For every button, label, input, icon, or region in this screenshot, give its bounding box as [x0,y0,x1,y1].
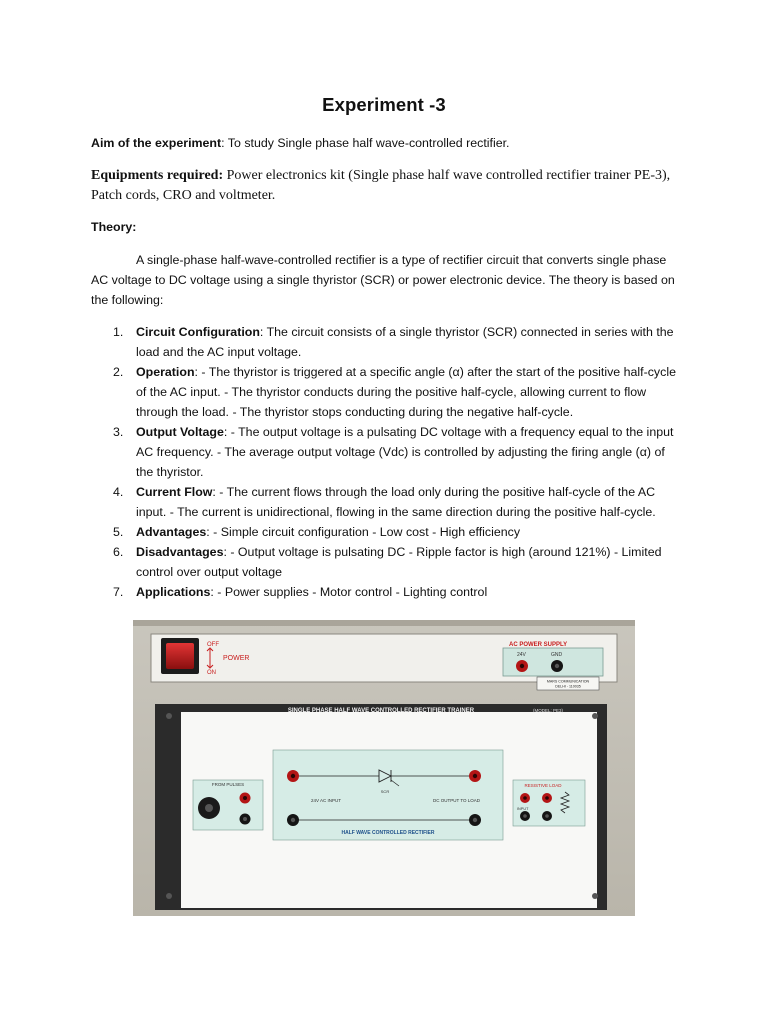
item-number: 6. [113,545,124,559]
panel-title: SINGLE PHASE HALF WAVE CONTROLLED RECTIFIER TRAINER [287,708,475,714]
item-text: : - Simple circuit configuration - Low cost - High efficiency [206,525,521,539]
item-number: 5. [113,525,124,539]
equipment-text: Power electronics kit (Single phase half wave controlled rectifier trainer PE-3), Patch cords, CRO and voltmeter. [91,168,671,203]
item-number: 3. [113,425,124,439]
trainer-kit-photo [133,620,635,916]
aim-paragraph [91,133,681,153]
item-number: 2. [113,365,124,379]
ac-supply-title: AC POWER SUPPLY [509,642,568,648]
item-text: : - Power supplies - Motor control - Lighting control [210,585,488,599]
ac-input-label: 24V AC INPUT [311,798,342,803]
equipment-paragraph [91,166,681,206]
item-label: Output Voltage [136,425,224,439]
equipment-label: Equipments required: [91,168,224,183]
screw-icon [592,893,598,899]
screw-icon [592,713,598,719]
list-item [91,542,681,582]
theory-heading: Theory: [91,220,137,234]
theory-list [91,322,681,602]
power-switch-rocker [166,643,194,669]
list-item [91,482,681,522]
ac-gnd-label: GND [551,652,563,658]
item-label: Circuit Configuration [136,325,260,339]
screw-icon [166,893,172,899]
panel-model: (MODEL: PE3) [533,708,564,713]
item-text: : - Output voltage is pulsating DC - Ripple factor is high (around 121%) - Limited control over output voltage [136,545,662,579]
item-text: : - The current flows through the load only during the positive half-cycle of the AC input. - The current is unidirectional, flowing in the same direction during the positive half-cycle. [136,485,656,519]
item-label: Applications [136,585,211,599]
power-label: POWER [223,655,250,662]
load-input-label: INPUT [517,807,529,811]
item-label: Advantages [136,525,207,539]
item-number: 7. [113,585,124,599]
list-item [91,522,681,542]
item-text: : - The thyristor is triggered at a specific angle (α) after the start of the positive half-cycle of the AC input. - The thyristor conducts during the positive half-cycle, allowing current to flow through the load. - The thyristor stops conducting during the negative half-cycle. [136,365,676,419]
list-item [91,422,681,482]
item-text: : The circuit consists of a single thyristor (SCR) connected in series with the load and the AC input voltage. [136,325,674,359]
power-off-label: OFF [207,642,219,648]
item-number: 4. [113,485,124,499]
screw-icon [166,713,172,719]
circuit-block [273,750,503,840]
load-title: RESISTIVE LOAD [524,783,562,788]
item-text: : - The output voltage is a pulsating DC voltage with a frequency equal to the input AC frequency. - The average output voltage (Vdc) is controlled by adjusting the firing angle (α) of the thyristor. [136,425,674,479]
theory-body: A single-phase half-wave-controlled rectifier is a type of rectifier circuit that converts single phase AC voltage to DC voltage using a single thyristor (SCR) or power electronic device. The theory is based on the following: [91,253,675,307]
dc-output-label: DC OUTPUT TO LOAD [433,798,481,803]
item-label: Current Flow [136,485,213,499]
scr-label: SCR [380,789,390,794]
list-item [91,322,681,362]
page-title: Experiment -3 [322,94,446,115]
maker-line-2: DELHI - 110035 [555,684,581,689]
list-item [91,582,681,602]
item-number: 1. [113,325,124,339]
pulses-label: FROM PULSES [211,782,245,787]
maker-line-1: MARS COMMUNICATION [546,679,590,684]
list-item [91,362,681,422]
aim-label: Aim of the experiment [91,136,222,150]
item-label: Disadvantages [136,545,224,559]
ac-24v-label: 24V [517,652,526,658]
power-on-label: ON [207,670,216,676]
item-label: Operation [136,365,195,379]
circuit-title: HALF WAVE CONTROLLED RECTIFIER [341,830,435,836]
aim-text: : To study Single phase half wave-controlled rectifier. [221,136,510,150]
